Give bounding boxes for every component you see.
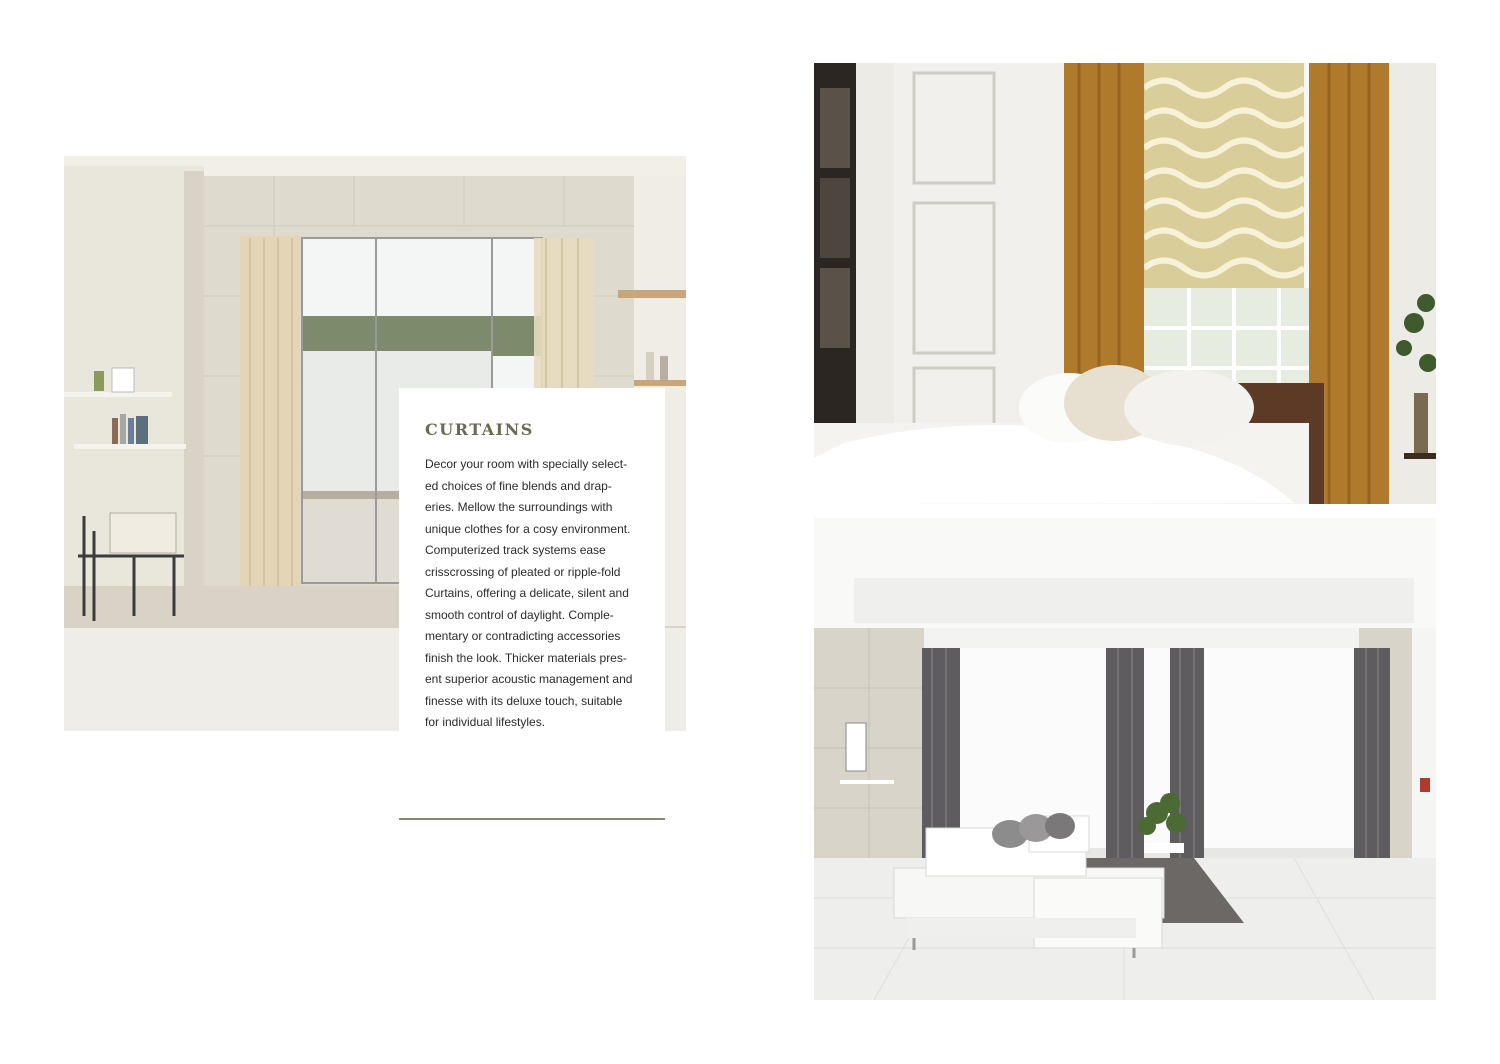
description-line: mentary or contradicting accessories <box>425 629 621 643</box>
description-line: eries. Mellow the surroundings with <box>425 500 613 514</box>
description-line: for individual lifestyles. <box>425 715 546 729</box>
description-line: ed choices of fine blends and drap- <box>425 478 612 493</box>
description-line: finish the look. Thicker materials pres- <box>425 650 627 665</box>
description-line: crisscrossing of pleated or ripple-fold <box>425 564 621 579</box>
description-line: Decor your room with specially select- <box>425 457 628 471</box>
description-line: unique clothes for a cosy environment. <box>425 521 631 536</box>
description-line: Computerized track systems ease <box>425 543 606 557</box>
curtains-text-card <box>399 388 665 731</box>
divider-rule <box>399 818 665 820</box>
section-heading: CURTAINS <box>425 420 534 439</box>
bedroom-photo <box>814 63 1436 504</box>
description-line: finesse with its deluxe touch, suitable <box>425 693 623 708</box>
description-line: Curtains, offering a delicate, silent and <box>425 586 629 600</box>
description-line: ent superior acoustic management and <box>425 672 633 686</box>
section-description <box>425 454 641 734</box>
lounge-photo <box>814 518 1436 1000</box>
description-line: smooth control of daylight. Comple- <box>425 607 614 622</box>
